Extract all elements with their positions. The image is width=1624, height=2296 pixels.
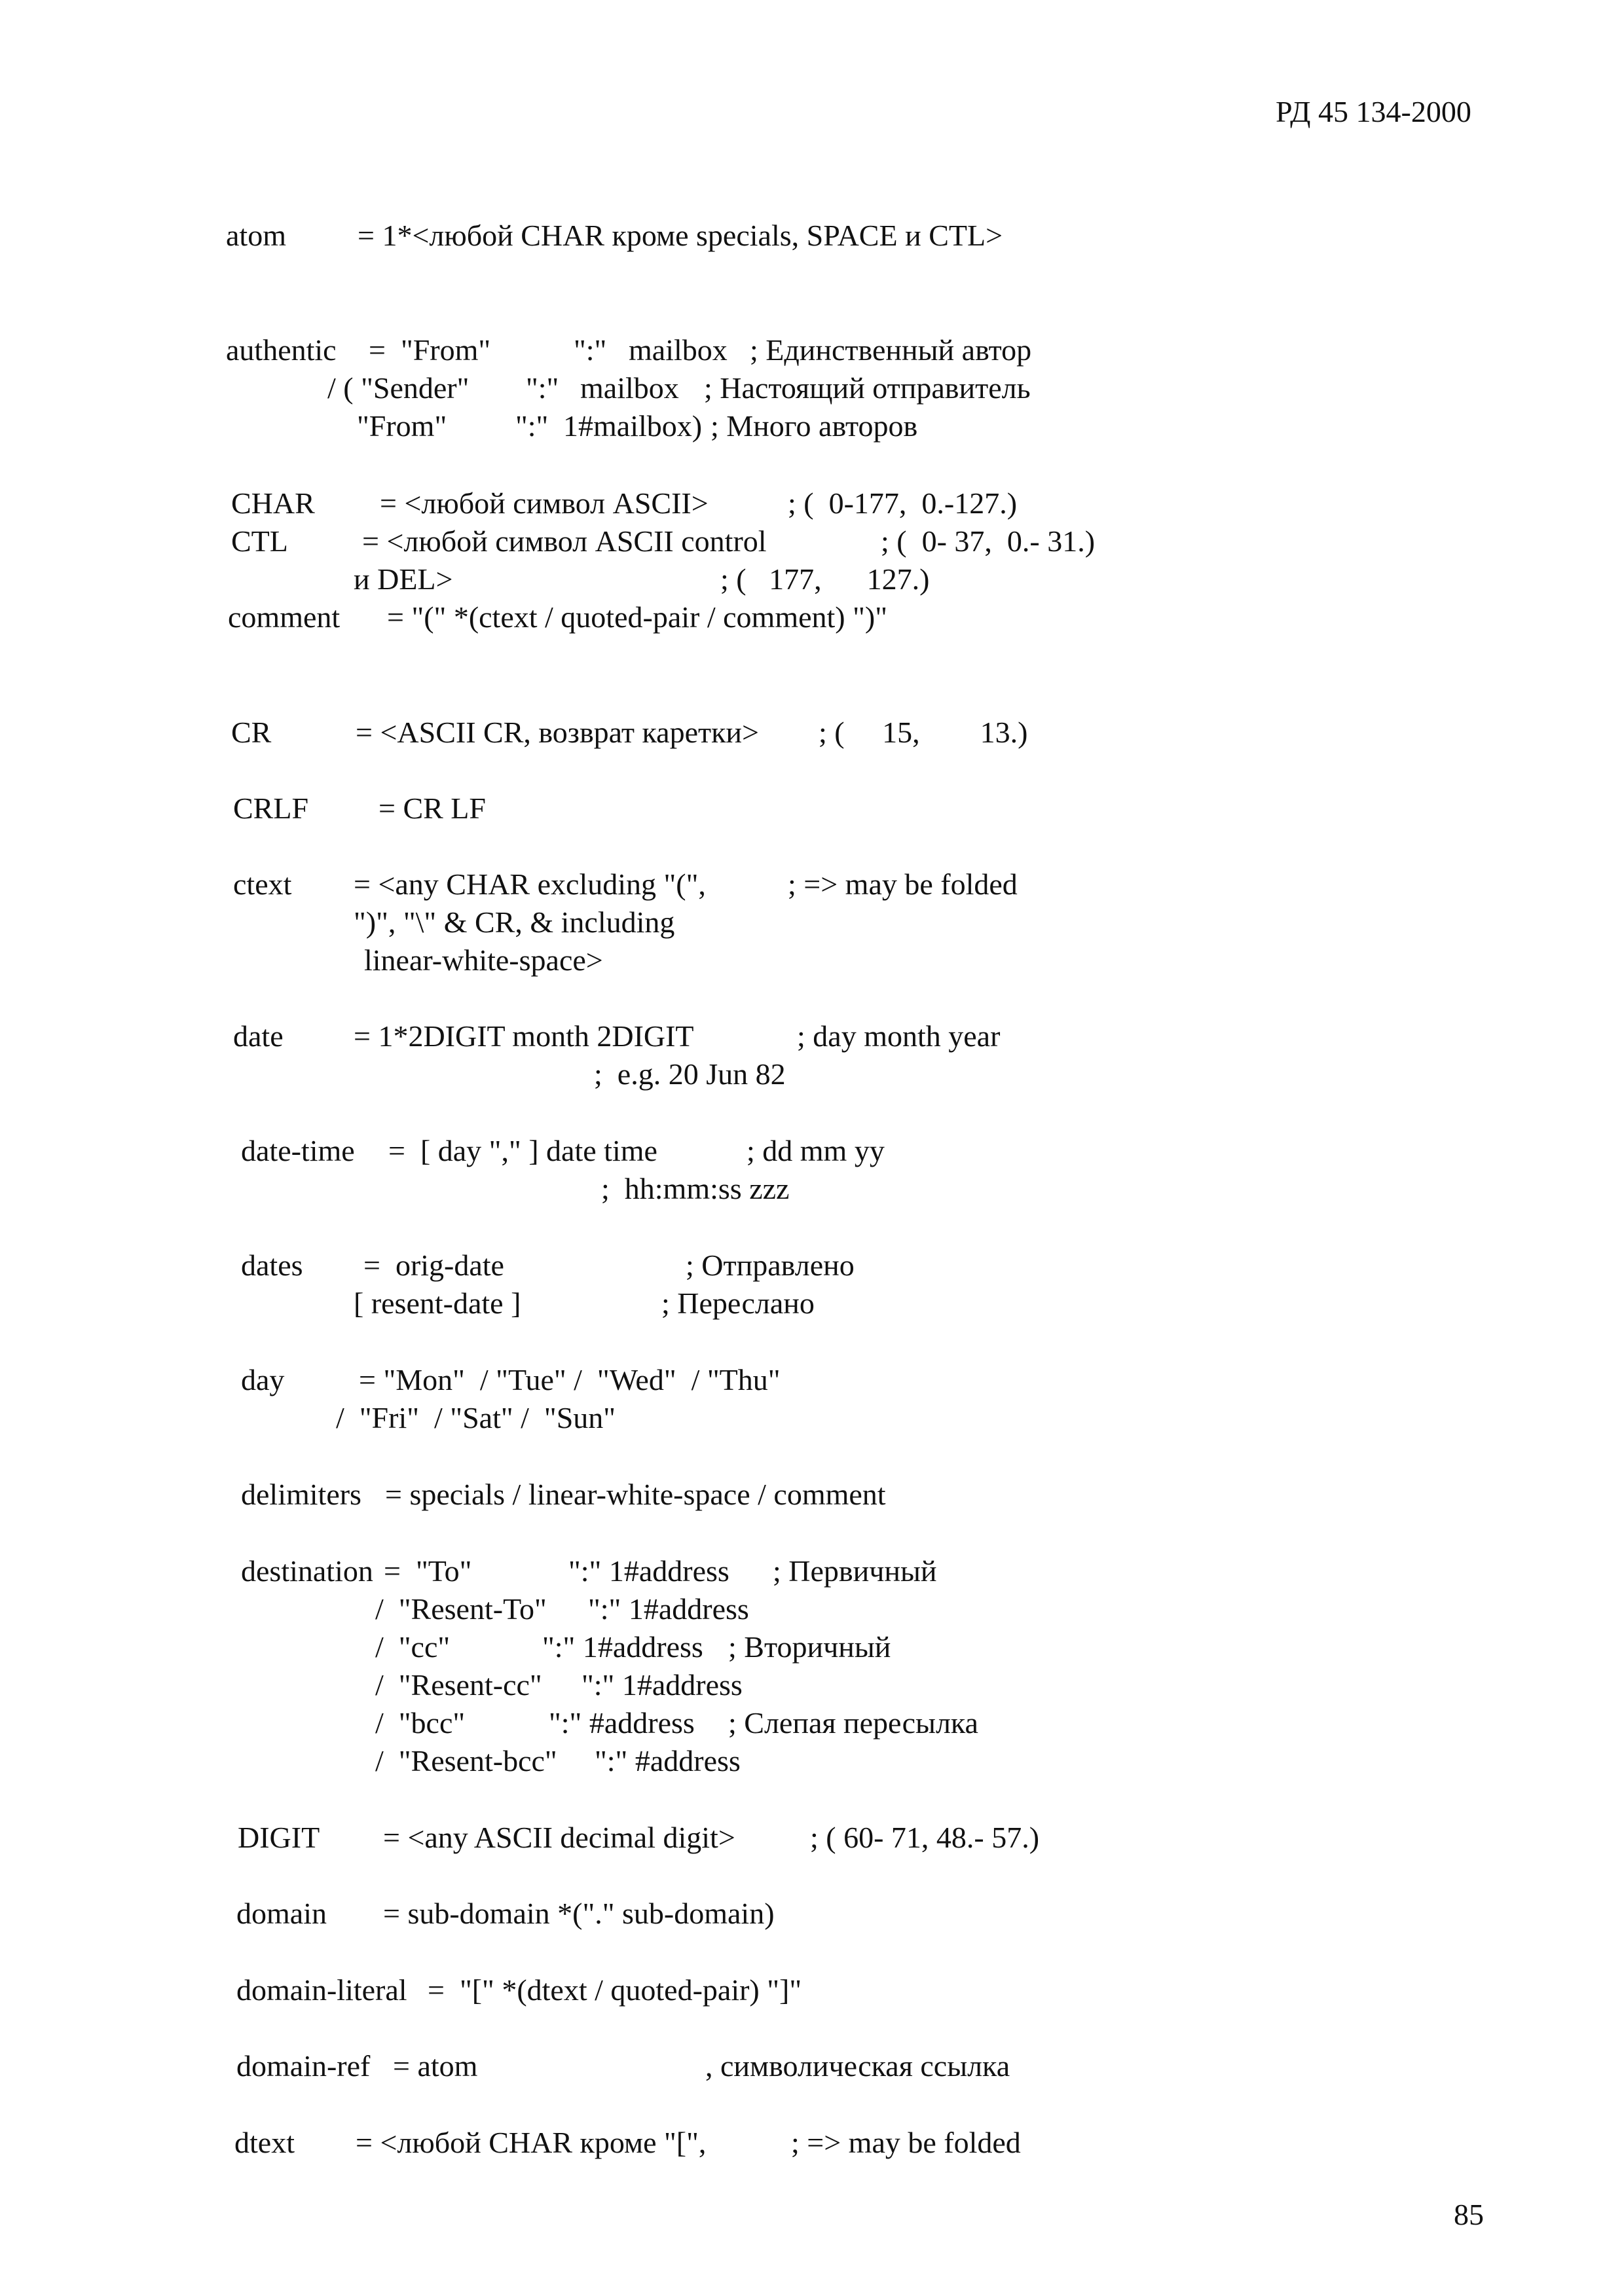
rule-comment-digit: ; ( 60- 71, 48.- 57.)	[810, 1821, 1040, 1854]
rule-comment-dates: ; Отправлено	[686, 1248, 855, 1282]
rule-comment-date-time-2: ; hh:mm:ss zzz	[601, 1172, 790, 1205]
rule-name-domain-ref: domain-ref	[236, 2049, 371, 2083]
rule-rest-destination-5: ":" #address	[549, 1706, 695, 1740]
rule-def-ctext-2: ")", "\" & CR, & including	[354, 905, 675, 939]
rule-def-atom: = 1*<любой CHAR кроме specials, SPACE и CTL>	[358, 219, 1003, 252]
rule-name-destination: destination	[241, 1554, 373, 1588]
rule-rest-destination-3: ":" 1#address	[542, 1630, 703, 1664]
rule-def-destination-5: / "bcc"	[375, 1706, 466, 1740]
rule-rest-destination-2: ":" 1#address	[588, 1592, 749, 1626]
rule-def-ctext: = <any CHAR excluding "(",	[354, 867, 706, 901]
rule-def-authentic-2: / ( "Sender"	[327, 371, 470, 405]
rule-def-date-time: = [ day "," ] date time	[388, 1134, 657, 1167]
rule-name-dtext: dtext	[234, 2126, 295, 2159]
rule-def-day-2: / "Fri" / "Sat" / "Sun"	[336, 1401, 616, 1434]
rule-ref-authentic-1: mailbox	[629, 333, 728, 367]
rule-def-dtext: = <любой CHAR кроме "[",	[356, 2126, 707, 2159]
rule-def-cr: = <ASCII CR, возврат каретки>	[356, 716, 759, 749]
rule-comment-dates-2: ; Переслано	[661, 1286, 815, 1320]
rule-rest-destination-6: ":" #address	[595, 1744, 741, 1777]
rule-name-ctext: ctext	[233, 867, 292, 901]
rule-comment-domain-ref: , символическая ссылка	[705, 2049, 1010, 2083]
rule-rest-destination-4: ":" 1#address	[581, 1668, 743, 1702]
rule-sep-authentic-2: ":"	[526, 371, 559, 405]
rule-comment-authentic-3: ; Много авторов	[710, 409, 918, 443]
rule-ref-authentic-3: 1#mailbox)	[563, 409, 703, 443]
rule-def-destination-1: = "To"	[384, 1554, 472, 1588]
rule-def-date: = 1*2DIGIT month 2DIGIT	[354, 1019, 694, 1053]
rule-comment-date-2: ; e.g. 20 Jun 82	[594, 1057, 786, 1091]
rule-def-ctl-cont: и DEL>	[354, 562, 453, 596]
rule-def-ctl: = <любой символ ASCII control	[362, 524, 767, 558]
rule-name-char: CHAR	[231, 486, 315, 520]
rule-rest-destination-1: ":" 1#address	[568, 1554, 729, 1588]
rule-name-delimiters: delimiters	[241, 1478, 361, 1511]
rule-def-ctext-3: linear-white-space>	[364, 943, 603, 977]
rule-name-domain: domain	[236, 1897, 327, 1930]
rule-name-date: date	[233, 1019, 284, 1053]
rule-name-crlf: CRLF	[233, 792, 309, 825]
rule-comment-ctext: ; => may be folded	[788, 867, 1018, 901]
rule-sep-authentic-3: ":"	[515, 409, 549, 443]
rule-def-authentic-3: "From"	[357, 409, 447, 443]
rule-comment-destination-5: ; Слепая пересылка	[728, 1706, 978, 1740]
rule-sep-authentic-1: ":"	[574, 333, 607, 367]
rule-comment-authentic-2: ; Настоящий отправитель	[704, 371, 1031, 405]
rule-def-destination-3: / "cc"	[375, 1630, 451, 1664]
rule-name-atom: atom	[226, 219, 286, 252]
rule-name-ctl: CTL	[231, 524, 288, 558]
rule-ref-authentic-2: mailbox	[580, 371, 679, 405]
rule-def-crlf: = CR LF	[378, 792, 486, 825]
rule-name-authentic: authentic	[226, 333, 337, 367]
rule-def-dates-2: [ resent-date ]	[354, 1286, 521, 1320]
rule-def-comment: = "(" *(ctext / quoted-pair / comment) ")"	[387, 600, 887, 634]
rule-comment-date-time: ; dd mm yy	[747, 1134, 885, 1167]
rule-def-destination-4: / "Resent-cc"	[375, 1668, 542, 1702]
rule-def-destination-6: / "Resent-bcc"	[375, 1744, 557, 1777]
rule-def-domain-ref: = atom	[393, 2049, 478, 2083]
rule-comment-date: ; day month year	[797, 1019, 1001, 1053]
page-number: 85	[1454, 2198, 1484, 2231]
rule-def-char: = <любой символ ASCII>	[380, 486, 709, 520]
document-code: РД 45 134-2000	[1276, 95, 1471, 128]
rule-name-dates: dates	[241, 1248, 303, 1282]
rule-name-comment: comment	[228, 600, 341, 634]
rule-comment-authentic-1: ; Единственный автор	[750, 333, 1032, 367]
rule-comment-ctl-cont: ; ( 177, 127.)	[720, 562, 930, 596]
rule-name-date-time: date-time	[241, 1134, 355, 1167]
rule-name-domain-literal: domain-literal	[236, 1973, 407, 2007]
rule-comment-destination-3: ; Вторичный	[728, 1630, 891, 1664]
rule-def-day: = "Mon" / "Tue" / "Wed" / "Thu"	[359, 1363, 781, 1396]
rule-comment-ctl: ; ( 0- 37, 0.- 31.)	[881, 524, 1096, 558]
rule-comment-char: ; ( 0-177, 0.-127.)	[788, 486, 1018, 520]
rule-def-dates: = orig-date	[363, 1248, 504, 1282]
rule-comment-destination-1: ; Первичный	[773, 1554, 937, 1588]
rule-name-digit: DIGIT	[238, 1821, 320, 1854]
rule-def-domain-literal: = "[" *(dtext / quoted-pair) "]"	[428, 1973, 802, 2007]
rule-name-day: day	[241, 1363, 285, 1396]
rule-comment-cr: ; ( 15, 13.)	[819, 716, 1028, 749]
rule-def-authentic-1: = "From"	[369, 333, 491, 367]
rule-def-delimiters: = specials / linear-white-space / comment	[385, 1478, 886, 1511]
rule-def-destination-2: / "Resent-To"	[375, 1592, 547, 1626]
rule-name-cr: CR	[231, 716, 272, 749]
rule-def-digit: = <any ASCII decimal digit>	[383, 1821, 735, 1854]
rule-comment-dtext: ; => may be folded	[791, 2126, 1021, 2159]
rule-def-domain: = sub-domain *("." sub-domain)	[383, 1897, 775, 1930]
